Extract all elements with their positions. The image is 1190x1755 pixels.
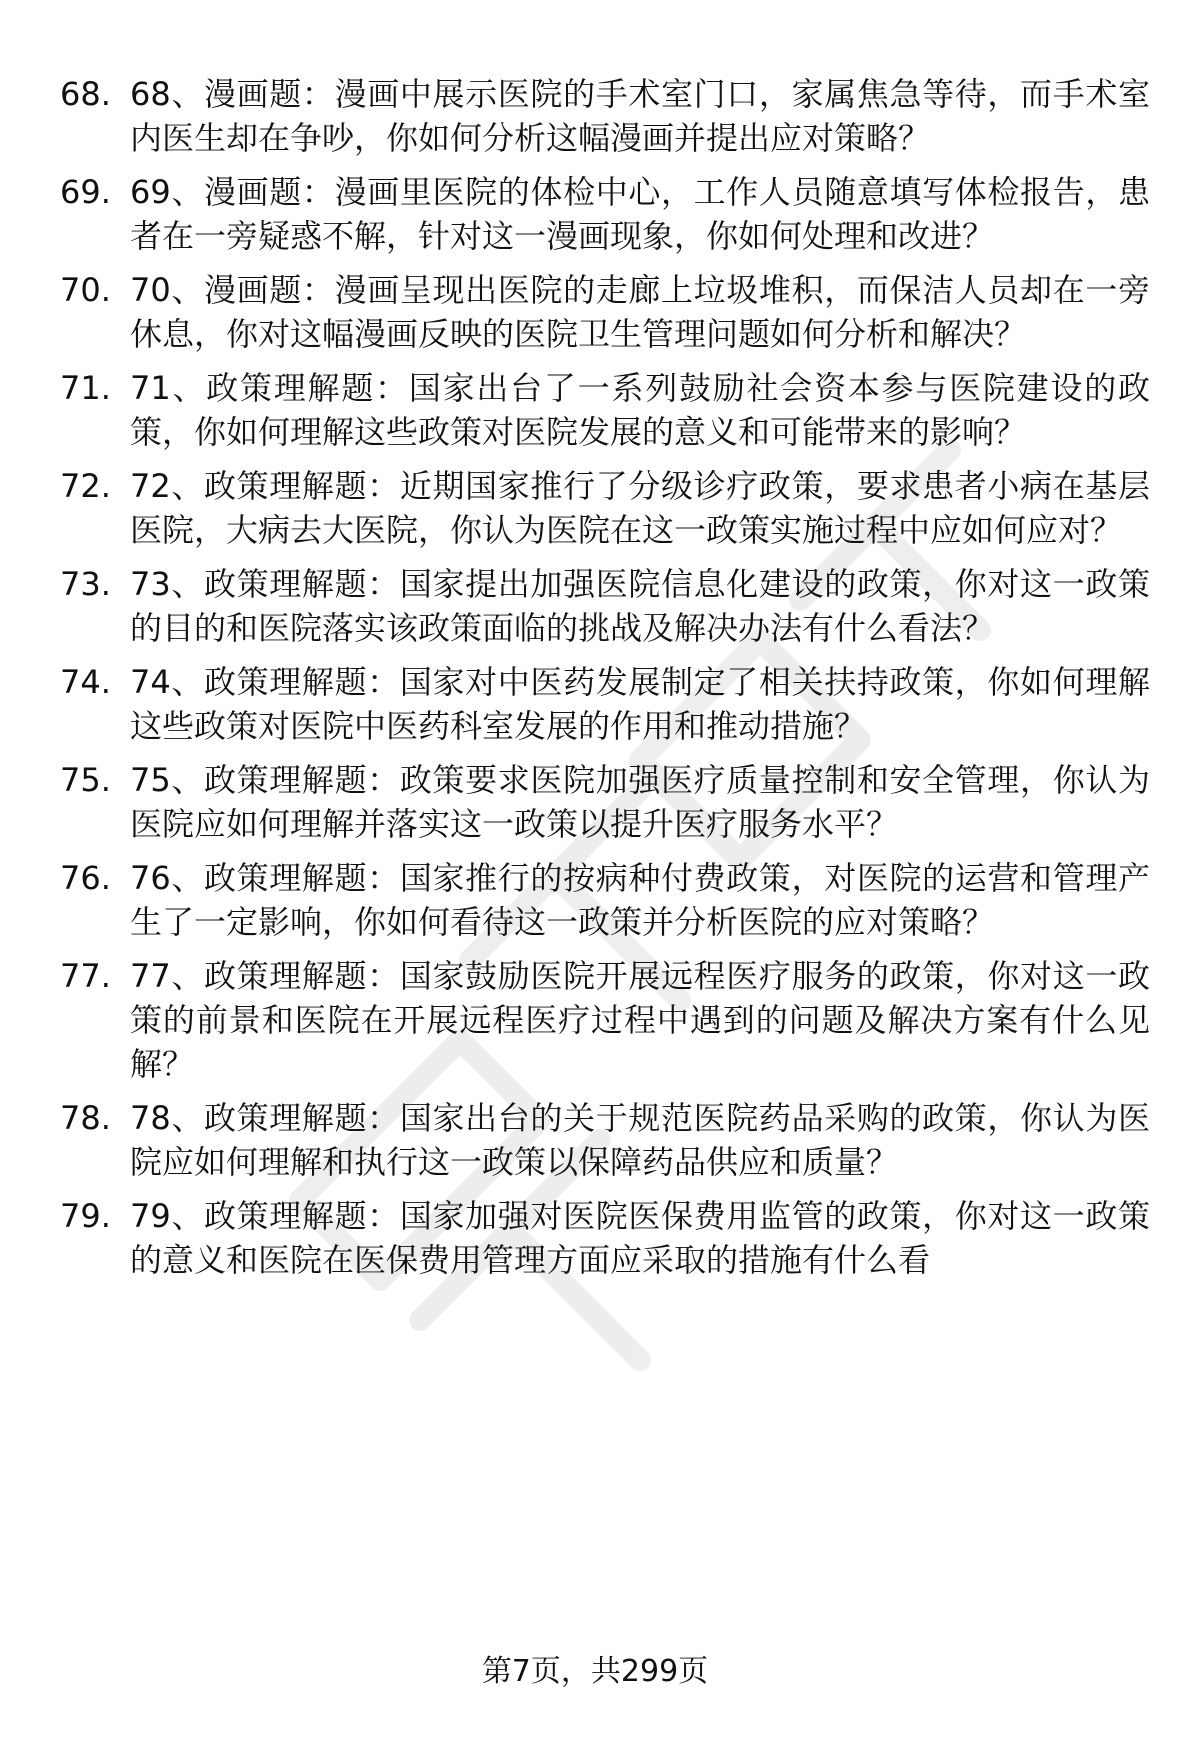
list-item — [60, 72, 1150, 160]
question-number: 79. — [60, 1197, 111, 1235]
question-number: 75. — [60, 761, 111, 799]
question-number: 73. — [60, 565, 111, 603]
question-list — [60, 72, 1150, 1282]
question-number: 76. — [60, 859, 111, 897]
question-number: 70. — [60, 271, 111, 309]
question-text: 75、政策理解题：政策要求医院加强医疗质量控制和安全管理，你认为医院应如何理解并落实这一政策以提升医疗服务水平？ — [130, 761, 1150, 843]
question-text: 71、政策理解题：国家出台了一系列鼓励社会资本参与医院建设的政策，你如何理解这些政策对医院发展的意义和可能带来的影响？ — [130, 369, 1150, 451]
question-number: 68. — [60, 75, 111, 113]
question-text: 72、政策理解题：近期国家推行了分级诊疗政策，要求患者小病在基层医院，大病去大医院，你认为医院在这一政策实施过程中应如何应对？ — [130, 467, 1150, 549]
question-text: 77、政策理解题：国家鼓励医院开展远程医疗服务的政策，你对这一政策的前景和医院在开展远程医疗过程中遇到的问题及解决方案有什么见解？ — [130, 957, 1150, 1083]
question-text: 73、政策理解题：国家提出加强医院信息化建设的政策，你对这一政策的目的和医院落实该政策面临的挑战及解决办法有什么看法？ — [130, 565, 1150, 647]
list-item — [60, 954, 1150, 1086]
question-number: 72. — [60, 467, 111, 505]
list-item — [60, 856, 1150, 944]
list-item — [60, 660, 1150, 748]
list-item — [60, 562, 1150, 650]
list-item — [60, 464, 1150, 552]
question-text: 76、政策理解题：国家推行的按病种付费政策，对医院的运营和管理产生了一定影响，你如何看待这一政策并分析医院的应对策略？ — [130, 859, 1150, 941]
question-text: 68、漫画题：漫画中展示医院的手术室门口，家属焦急等待，而手术室内医生却在争吵，你如何分析这幅漫画并提出应对策略？ — [130, 75, 1150, 157]
list-item — [60, 170, 1150, 258]
question-text: 70、漫画题：漫画呈现出医院的走廊上垃圾堆积，而保洁人员却在一旁休息，你对这幅漫画反映的医院卫生管理问题如何分析和解决？ — [130, 271, 1150, 353]
list-item — [60, 1194, 1150, 1282]
question-number: 71. — [60, 369, 111, 407]
list-item — [60, 758, 1150, 846]
question-text: 79、政策理解题：国家加强对医院医保费用监管的政策，你对这一政策的意义和医院在医保费用管理方面应采取的措施有什么看 — [130, 1197, 1150, 1279]
list-item — [60, 268, 1150, 356]
question-text: 69、漫画题：漫画里医院的体检中心，工作人员随意填写体检报告，患者在一旁疑惑不解，针对这一漫画现象，你如何处理和改进？ — [130, 173, 1150, 255]
question-number: 69. — [60, 173, 111, 211]
list-item — [60, 366, 1150, 454]
question-number: 74. — [60, 663, 111, 701]
list-item — [60, 1096, 1150, 1184]
question-number: 77. — [60, 957, 111, 995]
page-number: 第7页，共299页 — [481, 1654, 709, 1689]
question-text: 78、政策理解题：国家出台的关于规范医院药品采购的政策，你认为医院应如何理解和执行这一政策以保障药品供应和质量？ — [130, 1099, 1150, 1181]
question-number: 78. — [60, 1099, 111, 1137]
question-text: 74、政策理解题：国家对中医药发展制定了相关扶持政策，你如何理解这些政策对医院中医药科室发展的作用和推动措施？ — [130, 663, 1150, 745]
